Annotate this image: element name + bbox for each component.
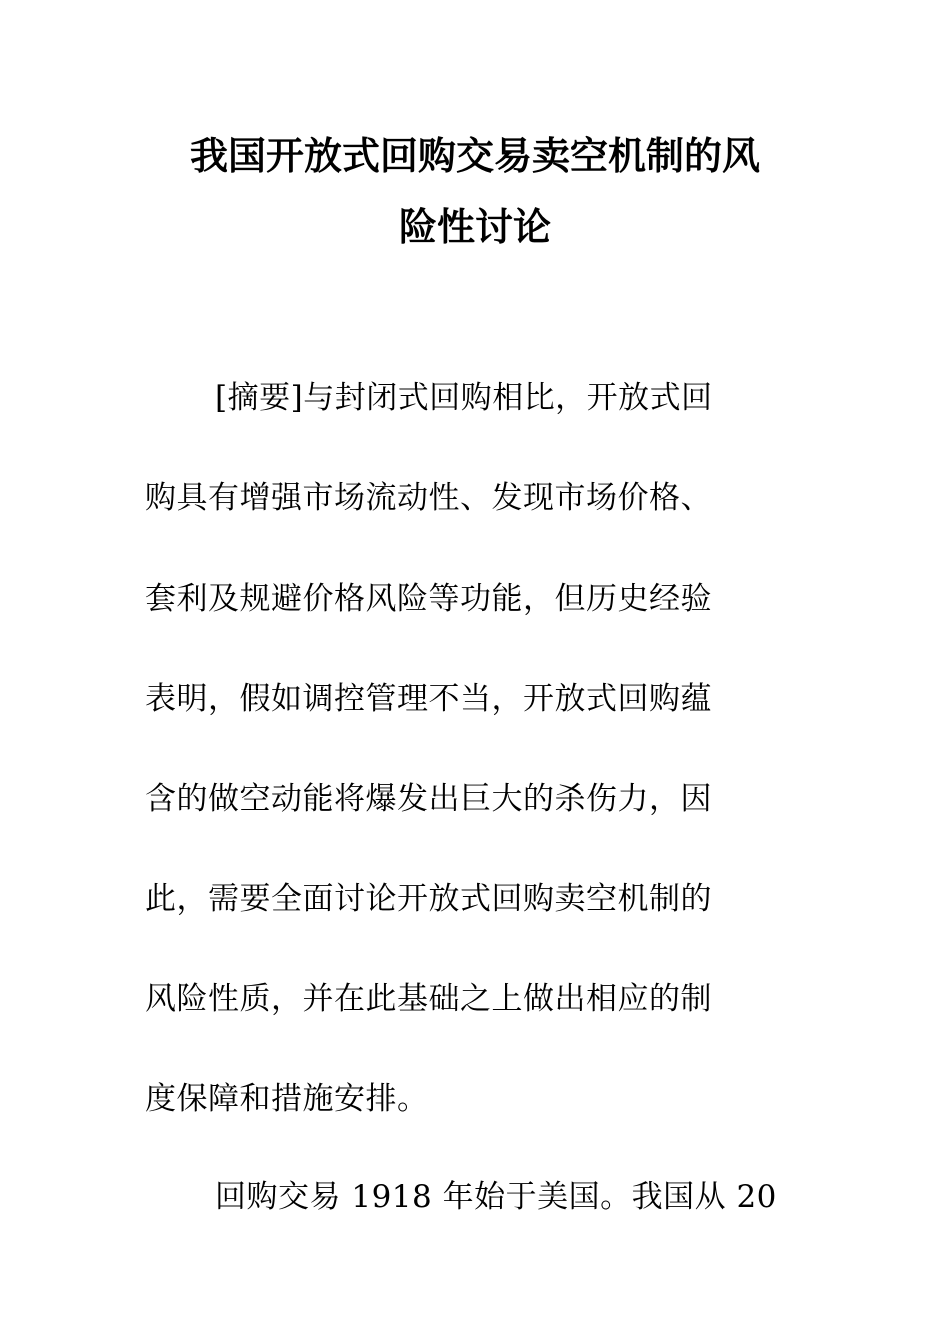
body-line: 回购交易 1918 年始于美国。我国从 20 [215,1179,777,1215]
abstract-line: 套利及规避价格风险等功能，但历史经验 [145,581,712,617]
abstract-line: 表明，假如调控管理不当，开放式回购蕴 [145,681,712,717]
abstract-line: 购具有增强市场流动性、发现市场价格、 [145,480,712,516]
document-title-line-2: 险性讨论 [398,205,551,249]
abstract-line: 此，需要全面讨论开放式回购卖空机制的 [145,881,712,917]
abstract-line: 含的做空动能将爆发出巨大的杀伤力，因 [145,781,712,817]
abstract-line: [摘要]与封闭式回购相比，开放式回 [215,380,713,416]
abstract-line: 度保障和措施安排。 [145,1081,429,1117]
document-title-line-1: 我国开放式回购交易卖空机制的风 [189,134,760,178]
abstract-line: 风险性质，并在此基础之上做出相应的制 [145,981,712,1017]
